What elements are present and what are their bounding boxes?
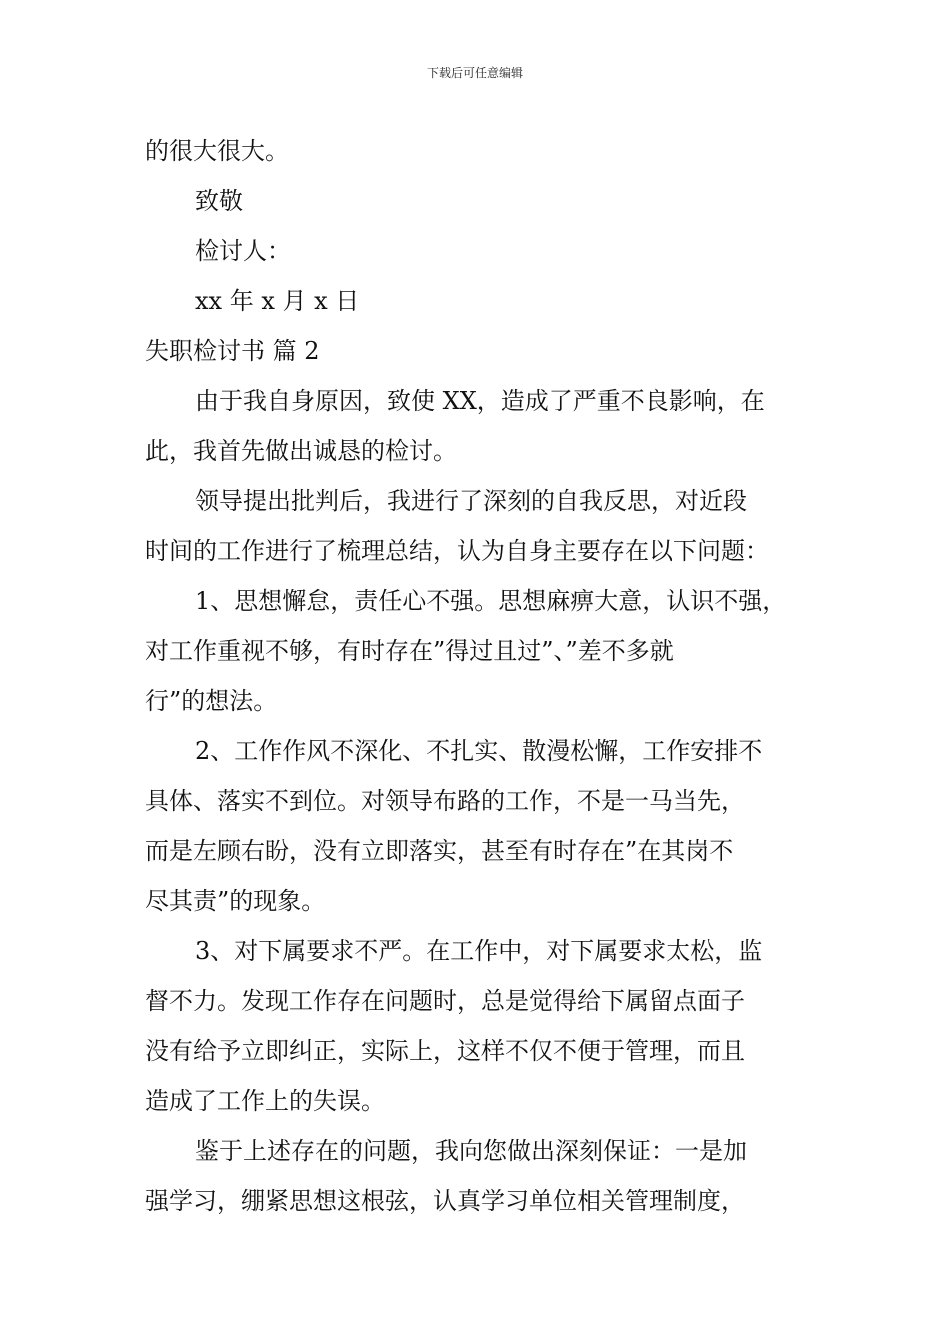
text-line: 督不力。发现工作存在问题时，总是觉得给下属留点面子 bbox=[145, 987, 745, 1015]
text-line: 此，我首先做出诚恳的检讨。 bbox=[145, 437, 457, 465]
text-line: 领导提出批判后，我进行了深刻的自我反思，对近段 bbox=[195, 487, 747, 515]
text-line: 时间的工作进行了梳理总结，认为自身主要存在以下问题： bbox=[145, 537, 769, 565]
text-line: 的很大很大。 bbox=[145, 137, 289, 165]
text-line: 3、对下属要求不严。在工作中，对下属要求太松，监 bbox=[195, 937, 763, 965]
text-line: 尽其责”的现象。 bbox=[145, 887, 326, 915]
text-line: 没有给予立即纠正，实际上，这样不仅不便于管理，而且 bbox=[145, 1037, 745, 1065]
text-line: 对工作重视不够，有时存在”得过且过”、”差不多就 bbox=[145, 637, 674, 665]
text-line: 由于我自身原因，致使 XX，造成了严重不良影响，在 bbox=[195, 387, 765, 415]
text-line: 1、思想懈怠，责任心不强。思想麻痹大意，认识不强， bbox=[195, 587, 787, 615]
page-header: 下载后可任意编辑 bbox=[426, 66, 523, 80]
document-body bbox=[145, 126, 825, 1226]
text-line: 检讨人： bbox=[195, 237, 291, 265]
text-line: xx 年 x 月 x 日 bbox=[195, 287, 360, 315]
text-line: 鉴于上述存在的问题，我向您做出深刻保证：一是加 bbox=[195, 1137, 747, 1165]
text-line: 2、工作作风不深化、不扎实、散漫松懈，工作安排不 bbox=[195, 737, 763, 765]
text-line: 而是左顾右盼，没有立即落实，甚至有时存在”在其岗不 bbox=[145, 837, 734, 865]
text-line: 造成了工作上的失误。 bbox=[145, 1087, 385, 1115]
text-line: 行”的想法。 bbox=[145, 687, 278, 715]
text-line: 强学习，绷紧思想这根弦，认真学习单位相关管理制度， bbox=[145, 1187, 745, 1215]
text-line: 致敬 bbox=[195, 187, 243, 215]
text-line: 失职检讨书 篇 2 bbox=[145, 337, 320, 365]
text-line: 具体、落实不到位。对领导布路的工作，不是一马当先， bbox=[145, 787, 745, 815]
